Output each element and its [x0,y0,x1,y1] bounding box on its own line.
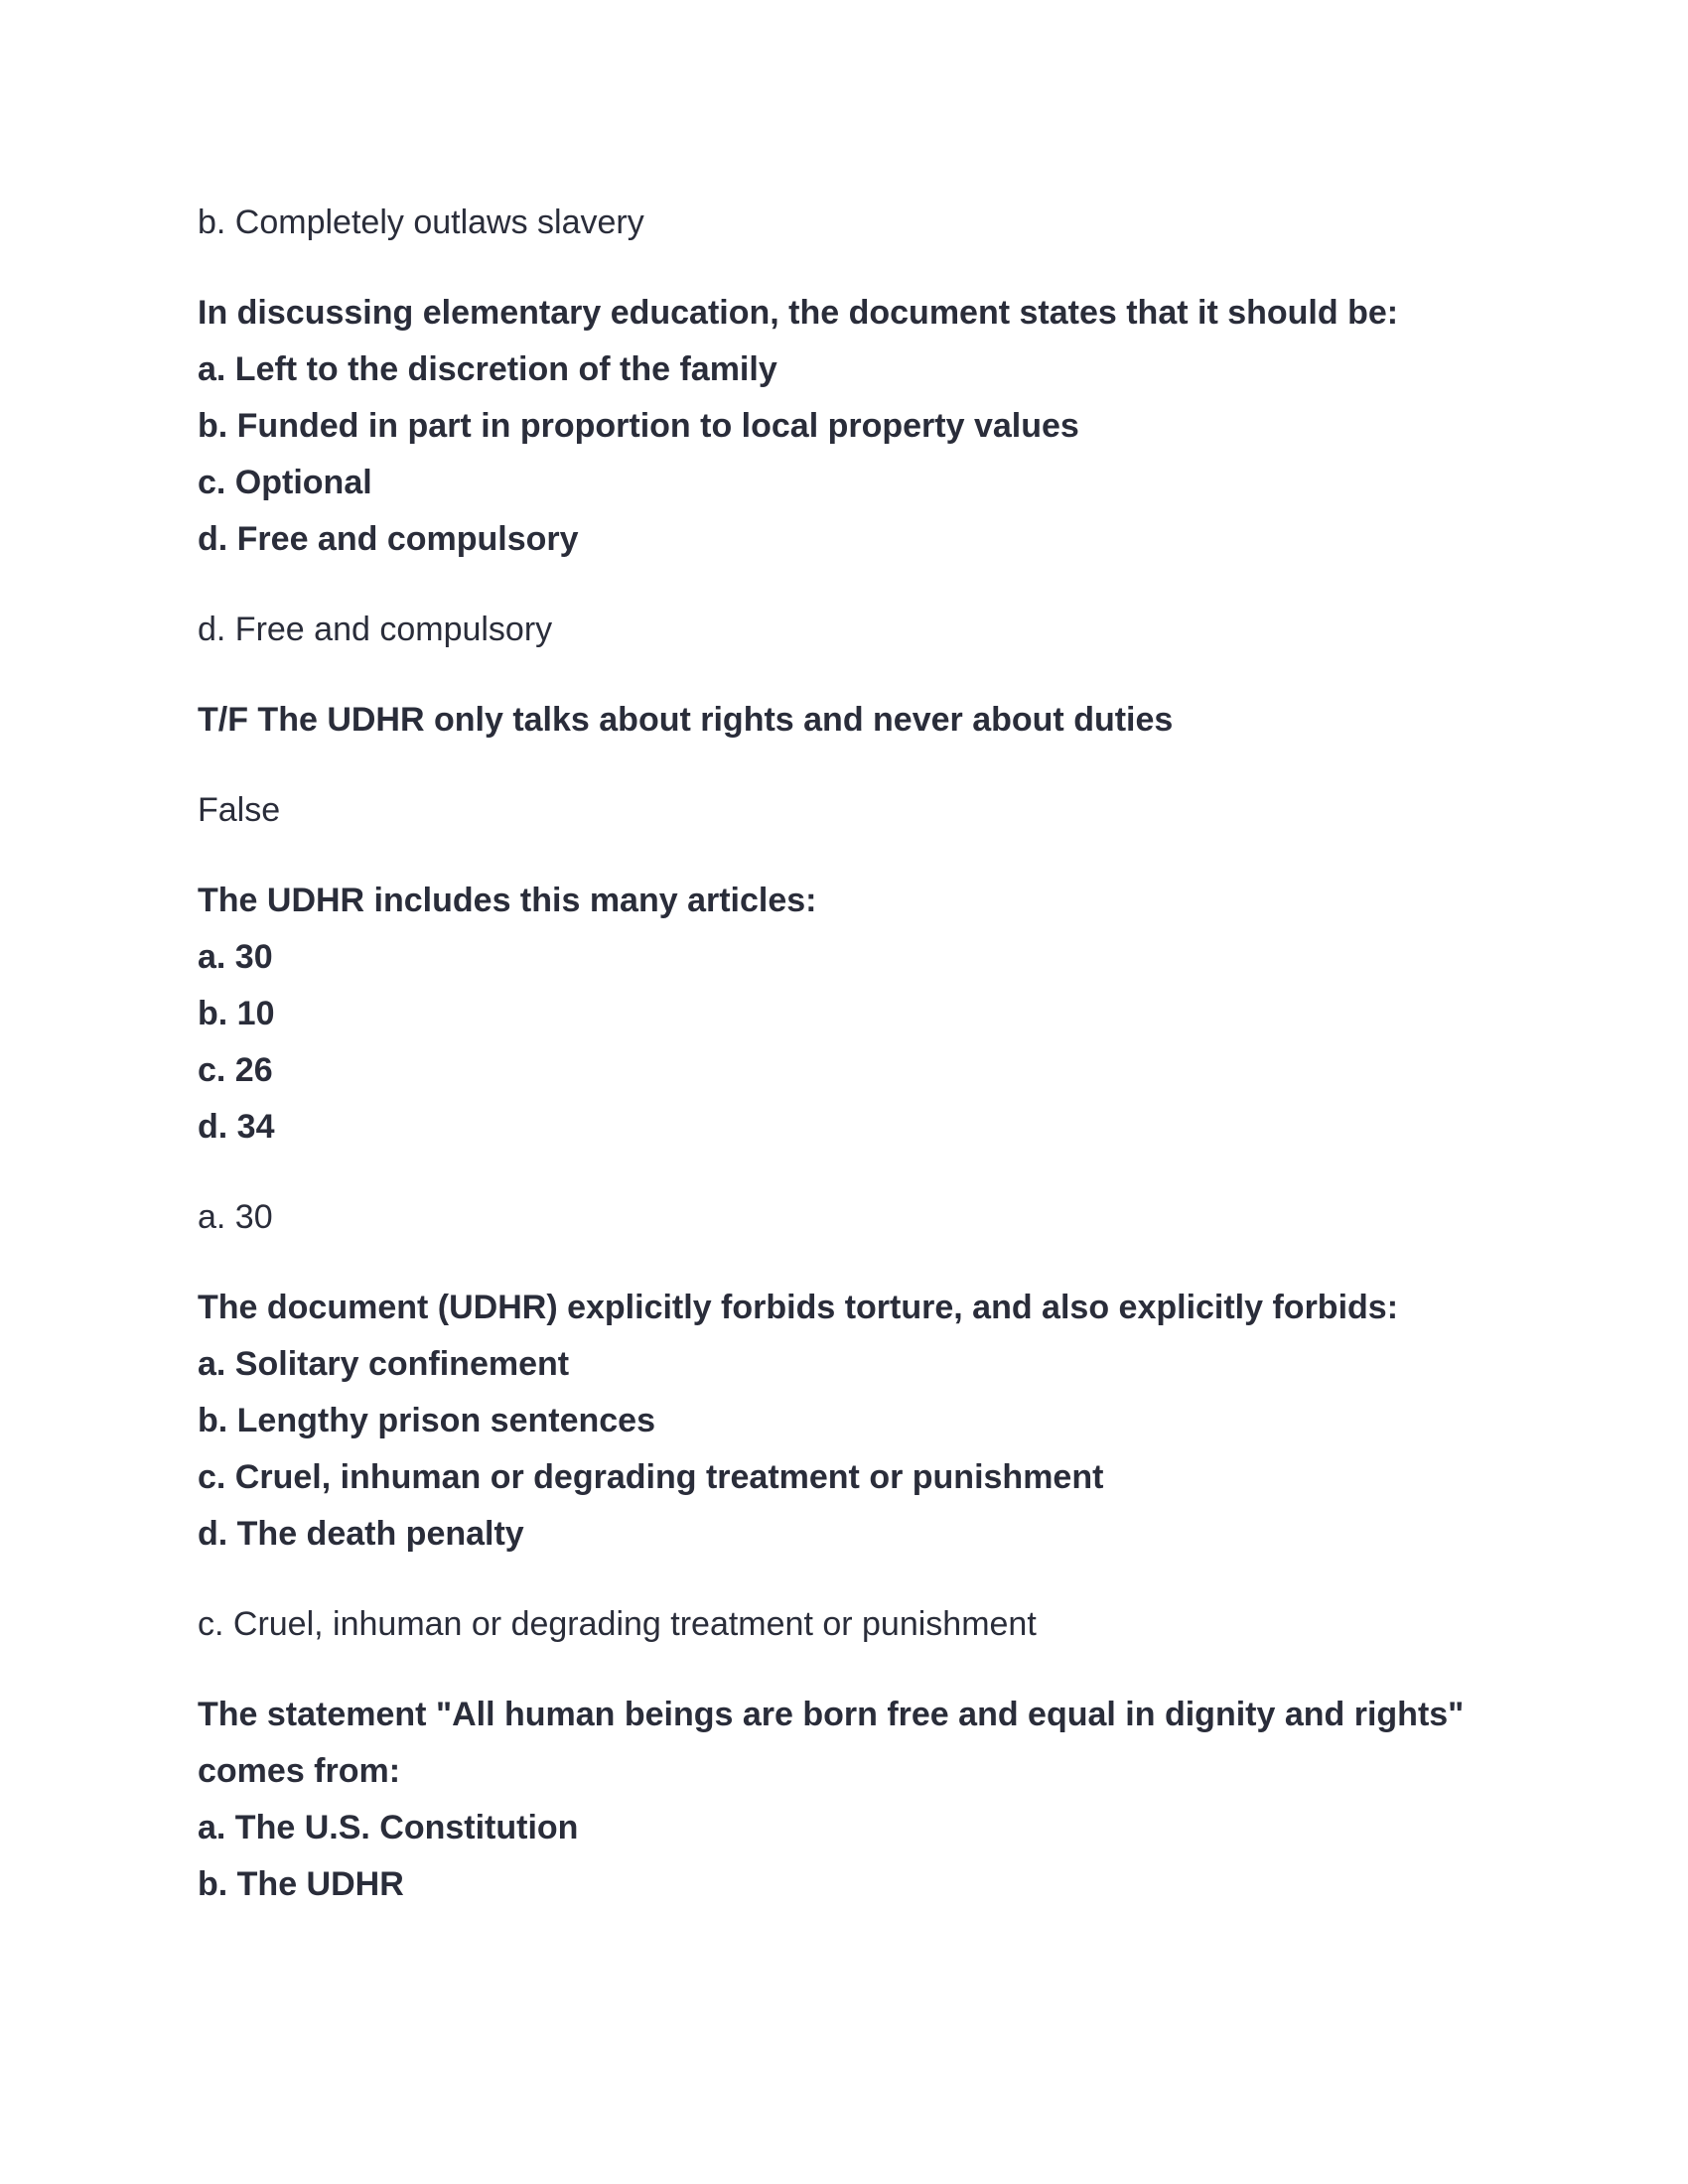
question-line: The document (UDHR) explicitly forbids torture, and also explicitly forbids: [198,1289,1399,1326]
option-a: a. Left to the discretion of the family [198,350,777,388]
answer-block-2 [198,602,1490,658]
option-c: c. Optional [198,464,372,501]
answer-line: c. Cruel, inhuman or degrading treatment or punishment [198,1605,1037,1643]
answer-block-3 [198,782,1490,839]
option-b: b. 10 [198,995,275,1032]
option-b: b. The UDHR [198,1865,404,1903]
question-line: In discussing elementary education, the document states that it should be: [198,294,1399,332]
answer-line: d. Free and compulsory [198,611,553,648]
option-c: c. Cruel, inhuman or degrading treatment or punishment [198,1458,1104,1496]
option-d: d. The death penalty [198,1515,524,1553]
question-line: The statement "All human beings are born free and equal in dignity and rights" [198,1696,1465,1733]
option-b: b. Lengthy prison sentences [198,1402,655,1439]
question-line: The UDHR includes this many articles: [198,882,817,919]
question-line-continued: comes from: [198,1752,401,1790]
question-line: T/F The UDHR only talks about rights and never about duties [198,701,1174,739]
answer-block-5 [198,1596,1490,1653]
answer-line: False [198,791,281,829]
option-a: a. 30 [198,938,273,976]
option-c: c. 26 [198,1051,273,1089]
answer-block-1 [198,195,1490,251]
option-b: b. Funded in part in proportion to local property values [198,407,1079,445]
question-block-rights-duties [198,692,1490,749]
option-d: d. Free and compulsory [198,520,579,558]
question-block-articles [198,873,1490,1156]
question-block-born-free [198,1687,1490,1913]
answer-line: b. Completely outlaws slavery [198,204,644,241]
option-d: d. 34 [198,1108,275,1146]
question-block-torture [198,1280,1490,1563]
option-a: a. Solitary confinement [198,1345,570,1383]
answer-line: a. 30 [198,1198,273,1236]
option-a: a. The U.S. Constitution [198,1809,579,1846]
question-block-elementary-education [198,285,1490,568]
answer-block-4 [198,1189,1490,1246]
